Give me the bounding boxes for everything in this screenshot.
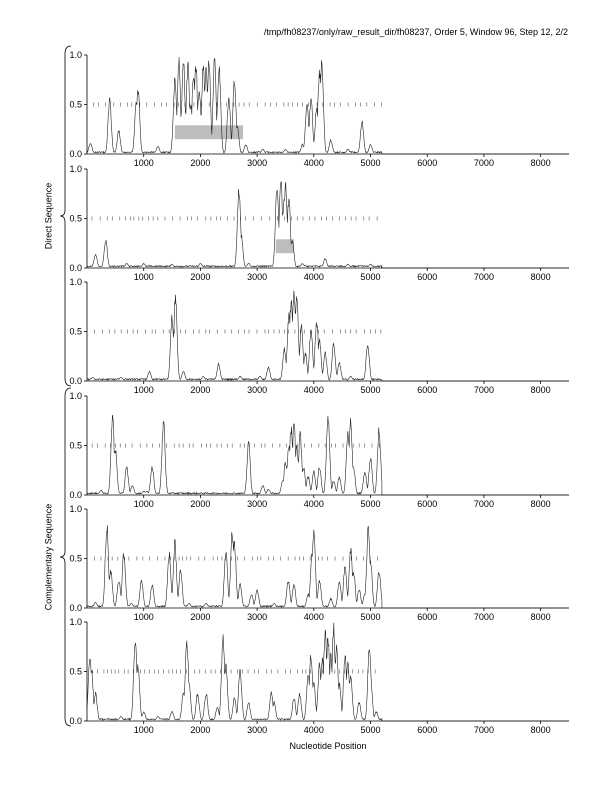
y-tick-label: 1.0 — [69, 504, 82, 514]
x-tick-label: 8000 — [530, 499, 551, 509]
x-tick-label: 7000 — [473, 158, 494, 168]
x-tick-label: 1000 — [133, 272, 154, 282]
x-tick-label: 6000 — [417, 725, 438, 735]
signal-series-line — [87, 623, 569, 721]
x-tick-label: 6000 — [417, 272, 438, 282]
x-tick-label: 4000 — [303, 499, 324, 509]
x-tick-label: 2000 — [190, 499, 211, 509]
x-tick-label: 5000 — [360, 499, 381, 509]
x-tick-label: 1000 — [133, 725, 154, 735]
x-tick-label: 1000 — [133, 612, 154, 622]
y-tick-label: 1.0 — [69, 164, 82, 174]
x-tick-label: 8000 — [530, 612, 551, 622]
y-tick-label: 0.5 — [69, 666, 82, 677]
x-tick-label: 4000 — [303, 385, 324, 395]
signal-series-line — [87, 525, 569, 608]
x-tick-label: 8000 — [530, 272, 551, 282]
y-tick-label: 1.0 — [69, 50, 82, 60]
x-tick-label: 2000 — [190, 272, 211, 282]
y-tick-label: 1.0 — [69, 617, 82, 627]
x-tick-label: 5000 — [360, 272, 381, 282]
complementary-sequence-label: Complementary Sequence — [42, 503, 53, 611]
x-tick-label: 7000 — [473, 725, 494, 735]
y-tick-label: 0.0 — [69, 490, 82, 500]
x-tick-label: 2000 — [190, 725, 211, 735]
y-tick-label: 0.5 — [69, 213, 82, 224]
highlight-box — [175, 125, 243, 139]
x-tick-label: 8000 — [530, 725, 551, 735]
y-tick-label: 1.0 — [69, 277, 82, 287]
y-tick-label: 0.0 — [69, 716, 82, 726]
x-tick-label: 5000 — [360, 725, 381, 735]
x-tick-label: 4000 — [303, 158, 324, 168]
x-tick-label: 7000 — [473, 612, 494, 622]
x-tick-label: 3000 — [247, 499, 268, 509]
signal-series-line — [87, 57, 569, 154]
x-tick-label: 5000 — [360, 612, 381, 622]
x-tick-label: 1000 — [133, 499, 154, 509]
y-tick-label: 1.0 — [69, 391, 82, 401]
header-text: /tmp/fh08237/only/raw_result_dir/fh08237, Order 5, Window 96, Step 12, 2/2 — [263, 27, 568, 37]
y-tick-label: 0.0 — [69, 376, 82, 386]
x-tick-label: 6000 — [417, 158, 438, 168]
y-tick-label: 0.5 — [69, 326, 82, 337]
x-tick-label: 7000 — [473, 499, 494, 509]
x-tick-label: 1000 — [133, 385, 154, 395]
signal-series-line — [87, 291, 569, 381]
x-tick-label: 4000 — [303, 272, 324, 282]
x-tick-label: 6000 — [417, 612, 438, 622]
y-tick-label: 0.0 — [69, 149, 82, 159]
x-tick-label: 8000 — [530, 385, 551, 395]
x-tick-label: 4000 — [303, 612, 324, 622]
x-tick-label: 7000 — [473, 385, 494, 395]
x-tick-label: 8000 — [530, 158, 551, 168]
direct-sequence-label: Direct Sequence — [42, 182, 53, 250]
x-tick-label: 6000 — [417, 385, 438, 395]
y-tick-label: 0.0 — [69, 603, 82, 613]
x-tick-label: 4000 — [303, 725, 324, 735]
x-tick-label: 3000 — [247, 725, 268, 735]
y-tick-label: 0.5 — [69, 99, 82, 110]
x-tick-label: 6000 — [417, 499, 438, 509]
signal-series-line — [87, 415, 569, 495]
x-tick-label: 7000 — [473, 272, 494, 282]
x-tick-label: 5000 — [360, 385, 381, 395]
y-tick-label: 0.5 — [69, 440, 82, 451]
x-tick-label: 1000 — [133, 158, 154, 168]
x-tick-label: 3000 — [247, 272, 268, 282]
x-tick-label: 2000 — [190, 612, 211, 622]
signal-series-line — [87, 182, 569, 269]
x-tick-label: 2000 — [190, 385, 211, 395]
x-tick-label: 3000 — [247, 158, 268, 168]
x-axis-label: Nucleotide Position — [289, 741, 367, 751]
x-tick-label: 2000 — [190, 158, 211, 168]
y-tick-label: 0.0 — [69, 263, 82, 273]
x-tick-label: 3000 — [247, 612, 268, 622]
x-tick-label: 3000 — [247, 385, 268, 395]
y-tick-label: 0.5 — [69, 553, 82, 564]
x-tick-label: 5000 — [360, 158, 381, 168]
